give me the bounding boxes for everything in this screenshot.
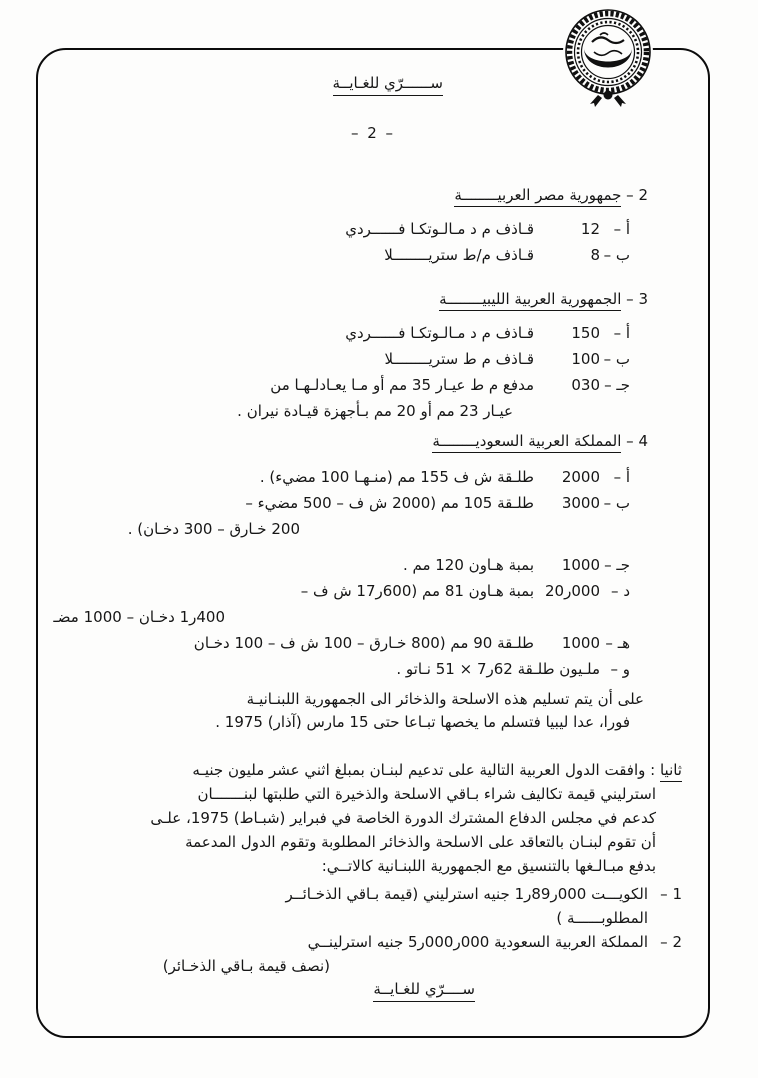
list-item: د – 000ر20 بمبة هـاون 81 مم (600ر17 ش ف –: [300, 582, 630, 600]
list-item: أ – 12 قـاذف م د مـالـوتكـا فــــــردي: [345, 220, 630, 238]
list-item-continuation: 400ر1 دخـان – 1000 مضـ: [53, 608, 225, 626]
section-number: 3 –: [626, 290, 648, 308]
list-item: أ – 150 قـاذف م د مـالـوتكـا فــــــردي: [345, 324, 630, 342]
document-content: [50, 52, 696, 1034]
list-item-continuation: 200 خـارق – 300 دخـان) .: [127, 520, 300, 538]
funding-item-continuation: (نصف قيمة بـاقي الذخـائر): [162, 957, 330, 975]
section-libya-heading: [64, 290, 648, 308]
section-saudi-heading: [64, 432, 648, 450]
list-item-continuation: عيـار 23 مم أو 20 مم بـأجهزة قيـادة نيران .: [237, 402, 513, 420]
funding-item-continuation: المطلوبــــــة ): [556, 909, 648, 927]
classification-header: ســــــرّي للغـايــة: [333, 74, 443, 96]
section-saudi-items: [53, 464, 630, 682]
secondly-first-line: ثانيا : وافقت الدول العربية التالية على تدعيم لبنـان بمبلغ اثني عشر مليون جنيـه: [64, 758, 682, 782]
section-title: الجمهورية العربية الليبيــــــــة: [439, 290, 621, 311]
list-item: ب – 100 قـاذف م ط ستريــــــــلا: [384, 350, 630, 368]
page-number: – 2 –: [350, 124, 396, 142]
list-item: و – ملـيون طلـقة 62ر7 × 51 نـاتو .: [396, 660, 630, 678]
list-item: أ – 2000 طلـقة ش ف 155 مم (منـهـا 100 مضيء) .: [259, 468, 630, 486]
funding-item-kuwait: 1 – الكويـــت 000ر89ر1 جنيه استرليني (قيمة بـاقي الذخـائــر: [285, 885, 682, 903]
section-title: جمهورية مصر العربيــــــــة: [454, 186, 621, 207]
section-number: 4 –: [626, 432, 648, 450]
funding-item-saudi: 2 – المملكة العربية السعودية 000ر000ر5 جنيه استرلينــي: [307, 933, 682, 951]
delivery-paragraph: على أن يتم تسليم هذه الاسلحة والذخائر الى الجمهورية اللبنـانيـة فورا، عدا ليبيا فتسلم ما يخصها تبـاعا حتى 15 مارس (آذار) 1975 .: [215, 690, 644, 731]
section-egypt-heading: [64, 186, 648, 204]
list-item: جـ – 030 مدفع م ط عيـار 35 مم أو مـا يعـادلـهـا من: [270, 376, 630, 394]
secondly-paragraph: ثانيا : وافقت الدول العربية التالية على تدعيم لبنـان بمبلغ اثني عشر مليون جنيـه استرليني قيمة تكاليف شراء بـاقي الاسلحة والذخيرة التي طلبتها لبنـــــــان كدعم في مجلس الدفاع المشترك الدورة الخاصة في فبراير (شبـاط) 1975، علـى أن تقوم لبنـان بالتعاقد على الاسلحة والذخائر المطلوبة وتقوم الدول المدعمة بدفع مبـالـغها بالتنسيق مع الجمهورية اللبنـانية كالاتــي:: [64, 758, 682, 878]
classification-footer: ســــرّي للغـايــة: [373, 980, 475, 1002]
section-number: 2 –: [626, 186, 648, 204]
list-item: هـ – 1000 طلـقة 90 مم (800 خـارق – 100 ش ف – 100 دخـان: [193, 634, 630, 652]
list-item: ب – 8 قـاذف م/ط ستريــــــــلا: [384, 246, 630, 264]
list-item: جـ – 1000 بمبة هـاون 120 مم .: [402, 556, 630, 574]
list-item: ب – 3000 طلـقة 105 مم (2000 ش ف – 500 مضيء –: [245, 494, 630, 512]
funding-list: [64, 882, 682, 978]
secondly-label: ثانيا: [660, 761, 682, 782]
section-egypt-items: [64, 216, 630, 268]
section-title: المملكة العربية السعوديــــــــة: [432, 432, 621, 453]
section-libya-items: [64, 320, 630, 424]
